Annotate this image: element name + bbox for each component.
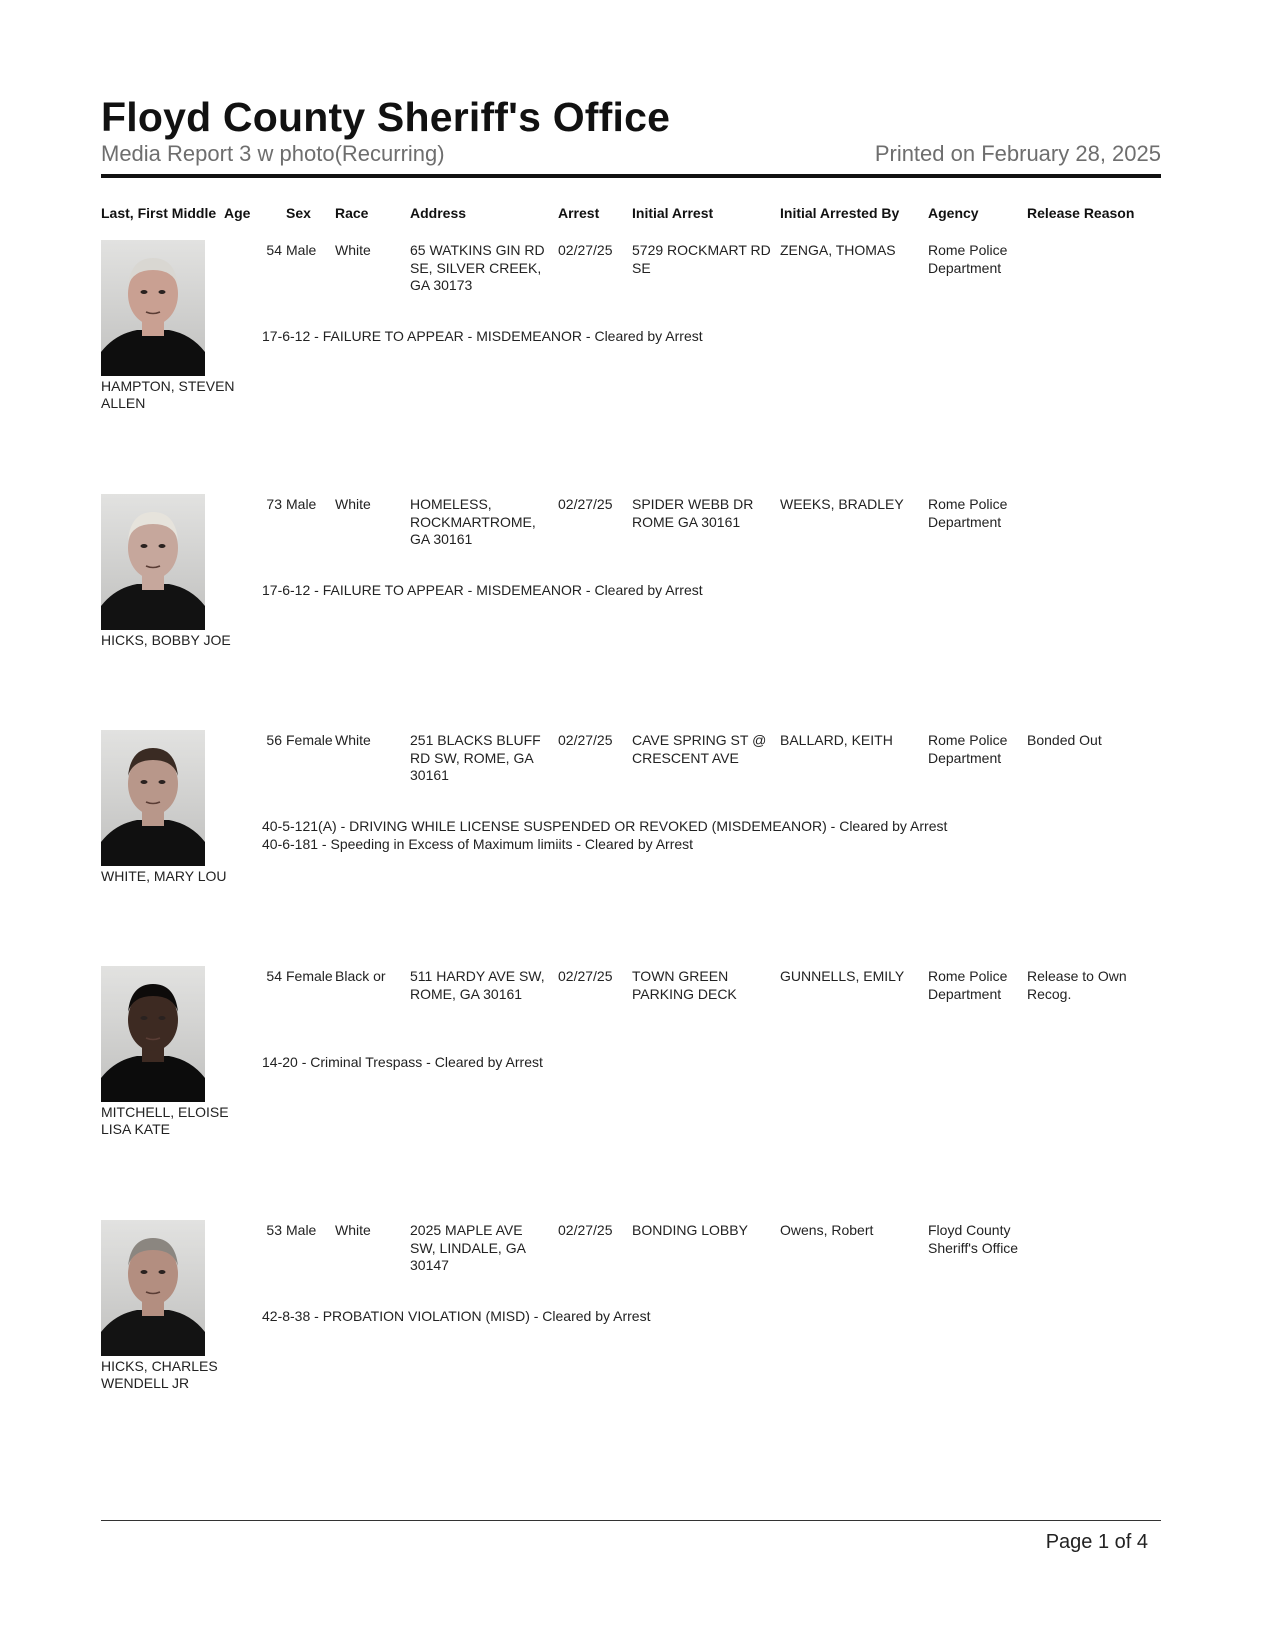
person-name: HICKS, BOBBY JOE: [101, 632, 231, 648]
mugshot-photo: [101, 730, 205, 866]
page-title: Floyd County Sheriff's Office: [101, 94, 671, 140]
charge-line: 42-8-38 - PROBATION VIOLATION (MISD) - Cleared by Arrest: [262, 1308, 651, 1324]
agency-cell: Rome Police Department: [928, 242, 1008, 276]
charges-list: [262, 327, 703, 345]
charge-line: 40-6-181 - Speeding in Excess of Maximum limiits - Cleared by Arrest: [262, 836, 694, 852]
arrest-date-cell: 02/27/25: [558, 242, 613, 258]
arrest-date-cell: 02/27/25: [558, 732, 613, 748]
address-cell: HOMELESS, ROCKMARTROME, GA 30161: [410, 496, 536, 547]
race-cell: White: [335, 496, 371, 512]
person-name: HAMPTON, STEVEN ALLEN: [101, 378, 235, 411]
charges-list: [262, 817, 947, 853]
arrested-by-cell: WEEKS, BRADLEY: [780, 496, 904, 512]
address-cell: 251 BLACKS BLUFF RD SW, ROME, GA 30161: [410, 732, 541, 783]
footer-rule: [101, 1520, 1161, 1521]
sex-cell: Male: [286, 1222, 317, 1238]
column-header-agency: Agency: [928, 205, 979, 221]
sex-cell: Female: [286, 968, 333, 984]
sex-cell: Male: [286, 496, 317, 512]
arrest-date-cell: 02/27/25: [558, 1222, 613, 1238]
report-subtitle: Media Report 3 w photo(Recurring): [101, 141, 445, 166]
initial-arrest-cell: SPIDER WEBB DR ROME GA 30161: [632, 496, 754, 530]
column-header-arrest: Arrest: [558, 205, 600, 221]
column-header-arrested-by: Initial Arrested By: [780, 205, 900, 221]
arrested-by-cell: GUNNELLS, EMILY: [780, 968, 905, 984]
race-cell: Black or: [335, 968, 386, 984]
charge-line: 40-5-121(A) - DRIVING WHILE LICENSE SUSPENDED OR REVOKED (MISDEMEANOR) - Cleared by Arrest: [262, 818, 948, 834]
mugshot-photo: [101, 240, 205, 376]
mugshot-photo: [101, 494, 205, 630]
address-cell: 511 HARDY AVE SW, ROME, GA 30161: [410, 968, 545, 1002]
initial-arrest-cell: CAVE SPRING ST @ CRESCENT AVE: [632, 732, 767, 766]
agency-cell: Rome Police Department: [928, 968, 1008, 1002]
race-cell: White: [335, 242, 371, 258]
sex-cell: Female: [286, 732, 333, 748]
initial-arrest-cell: BONDING LOBBY: [632, 1222, 748, 1238]
charge-line: 14-20 - Criminal Trespass - Cleared by Arrest: [262, 1054, 543, 1070]
release-reason-cell: Bonded Out: [1027, 732, 1102, 748]
arrested-by-cell: Owens, Robert: [780, 1222, 874, 1238]
race-cell: White: [335, 1222, 371, 1238]
race-cell: White: [335, 732, 371, 748]
age-cell: 53: [266, 1222, 282, 1238]
age-cell: 54: [266, 242, 282, 258]
column-header-sex: Sex: [286, 205, 311, 221]
column-header-age: Age: [224, 205, 251, 221]
initial-arrest-cell: TOWN GREEN PARKING DECK: [632, 968, 737, 1002]
printed-date: Printed on February 28, 2025: [874, 141, 1161, 166]
header-rule: [101, 174, 1161, 178]
person-name: HICKS, CHARLES WENDELL JR: [101, 1358, 218, 1391]
charge-line: 17-6-12 - FAILURE TO APPEAR - MISDEMEANOR - Cleared by Arrest: [262, 582, 703, 598]
sex-cell: Male: [286, 242, 317, 258]
initial-arrest-cell: 5729 ROCKMART RD SE: [632, 242, 771, 276]
arrest-date-cell: 02/27/25: [558, 968, 613, 984]
arrest-date-cell: 02/27/25: [558, 496, 613, 512]
agency-cell: Rome Police Department: [928, 496, 1008, 530]
charge-line: 17-6-12 - FAILURE TO APPEAR - MISDEMEANOR - Cleared by Arrest: [262, 328, 703, 344]
age-cell: 54: [266, 968, 282, 984]
arrested-by-cell: BALLARD, KEITH: [780, 732, 893, 748]
person-name: MITCHELL, ELOISE LISA KATE: [101, 1104, 229, 1137]
address-cell: 2025 MAPLE AVE SW, LINDALE, GA 30147: [410, 1222, 526, 1273]
arrested-by-cell: ZENGA, THOMAS: [780, 242, 896, 258]
address-cell: 65 WATKINS GIN RD SE, SILVER CREEK, GA 30173: [410, 242, 545, 293]
age-cell: 73: [266, 496, 282, 512]
column-header-release-reason: Release Reason: [1027, 205, 1135, 221]
release-reason-cell: Release to Own Recog.: [1027, 968, 1127, 1002]
person-name: WHITE, MARY LOU: [101, 868, 227, 884]
charges-list: [262, 1307, 650, 1325]
age-cell: 56: [266, 732, 282, 748]
column-header-initial-arrest: Initial Arrest: [632, 205, 714, 221]
agency-cell: Floyd County Sheriff's Office: [928, 1222, 1019, 1256]
agency-cell: Rome Police Department: [928, 732, 1008, 766]
column-header-race: Race: [335, 205, 369, 221]
mugshot-photo: [101, 1220, 205, 1356]
column-header-address: Address: [410, 205, 467, 221]
column-header-name: Last, First Middle: [101, 205, 217, 221]
page-number: Page 1 of 4: [1045, 1531, 1148, 1553]
mugshot-photo: [101, 966, 205, 1102]
charges-list: [262, 1053, 543, 1071]
charges-list: [262, 581, 703, 599]
